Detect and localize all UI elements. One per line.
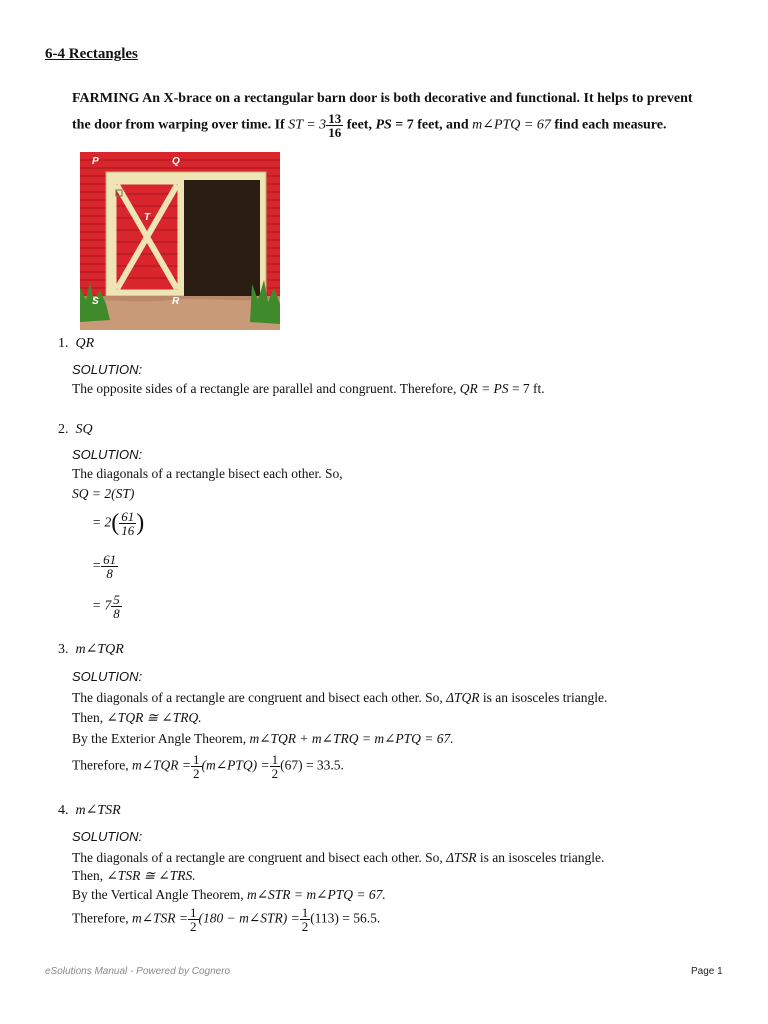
fraction-num: 61 — [121, 509, 135, 524]
label-r: R — [172, 296, 180, 307]
intro-line-2 — [72, 112, 666, 139]
therefore-math-c: (67) = 33.5. — [280, 757, 344, 773]
problem-number: 4. — [58, 803, 69, 818]
fraction-num: 5 — [113, 592, 120, 607]
st-expression: ST = 3 — [288, 117, 327, 133]
solution-tail: is an isosceles triangle. — [482, 690, 608, 705]
st-fraction-den: 16 — [328, 125, 342, 140]
problem-number: 3. — [58, 642, 69, 657]
intro-line-1: FARMING An X-brace on a rectangular barn door is both decorative and functional. It helps to prevent — [72, 91, 693, 106]
problem-target: m∠TSR — [75, 803, 121, 818]
therefore-label: Therefore, — [72, 910, 129, 926]
solution-text: The opposite sides of a rectangle are parallel and congruent. Therefore, — [72, 381, 457, 396]
step-2-pre: = 2 — [92, 514, 112, 530]
half-fraction — [300, 906, 311, 933]
then-label: Then, — [72, 868, 104, 883]
fraction-num: 1 — [190, 905, 197, 920]
problem-4-solution-text — [72, 850, 604, 866]
fraction-den: 2 — [193, 766, 200, 781]
theorem-label: By the Vertical Angle Theorem, — [72, 887, 244, 902]
page-number: Page 1 — [691, 966, 723, 977]
therefore-math-c: (113) = 56.5. — [310, 910, 381, 926]
problem-3-therefore — [72, 753, 344, 780]
step-4-pre: = 7 — [92, 597, 112, 613]
step-2: = 2( $\frac{61}{16}$ ) — [92, 509, 145, 538]
label-q: Q — [172, 156, 180, 167]
problem-1-solution-text — [72, 381, 545, 397]
doorway-opening — [184, 180, 260, 296]
triangle-name: ΔTQR — [446, 690, 480, 705]
solution-label: SOLUTION: — [72, 829, 143, 844]
therefore-math-b: (180 − m∠STR) = — [198, 910, 300, 926]
barn-door-figure — [80, 152, 280, 330]
fraction-den: 2 — [190, 919, 197, 934]
st-fraction — [326, 112, 343, 139]
step-3 — [92, 553, 118, 580]
half-fraction — [191, 753, 202, 780]
problem-4-label — [58, 802, 121, 819]
then-math: ∠TQR ≅ ∠TRQ. — [106, 710, 202, 725]
triangle-name: ΔTSR — [446, 850, 477, 865]
page-title: 6-4 Rectangles — [45, 46, 138, 62]
label-s: S — [92, 296, 99, 307]
fraction-num: 1 — [193, 752, 200, 767]
therefore-math-a: m∠TQR = — [131, 757, 192, 773]
problem-4-then — [72, 868, 196, 884]
problem-2-label — [58, 422, 93, 438]
problem-4-therefore — [72, 906, 380, 933]
half-fraction — [270, 753, 281, 780]
label-p: P — [92, 156, 99, 167]
theorem-label: By the Exterior Angle Theorem, — [72, 731, 247, 746]
then-label: Then, — [72, 710, 104, 725]
step-3-pre: = — [92, 557, 102, 573]
step-2-fraction — [119, 510, 136, 537]
problem-target: QR — [75, 336, 95, 351]
problem-number: 1. — [58, 336, 69, 351]
angle-expression: m∠PTQ = 67 — [472, 117, 551, 133]
intro-text-a: the door from warping over time. If — [72, 117, 285, 133]
intro-text-c: find each measure. — [554, 117, 667, 133]
therefore-math-a: m∠TSR = — [131, 910, 189, 926]
half-fraction — [188, 906, 199, 933]
fraction-den: 2 — [301, 919, 309, 934]
then-math: ∠TSR ≅ ∠TRS. — [106, 868, 196, 883]
problem-3-then — [72, 710, 202, 726]
fraction-num: 1 — [271, 752, 279, 767]
fraction-den: 2 — [271, 766, 279, 781]
fraction-num: 1 — [301, 905, 309, 920]
theorem-math: m∠TQR + m∠TRQ = m∠PTQ = 67. — [249, 731, 454, 746]
problem-number: 2. — [58, 422, 69, 437]
theorem-math: m∠STR = m∠PTQ = 67. — [246, 887, 386, 902]
ps-label: PS — [375, 117, 392, 133]
solution-label: SOLUTION: — [72, 362, 143, 377]
solution-label: SOLUTION: — [72, 447, 143, 462]
solution-tail: = 7 ft. — [511, 381, 545, 396]
solution-math: QR = PS — [459, 381, 509, 396]
solution-text: The diagonals of a rectangle are congruent and bisect each other. So, — [72, 690, 443, 705]
intro-text-b: feet, — [346, 117, 372, 133]
problem-target: SQ — [75, 422, 93, 437]
therefore-label: Therefore, — [72, 757, 129, 773]
problem-3-label — [58, 641, 124, 658]
st-fraction-num: 13 — [328, 111, 342, 126]
problem-3-solution-text — [72, 690, 607, 706]
ps-text: = 7 feet, and — [395, 117, 469, 133]
therefore-math-b: (m∠PTQ) = — [201, 757, 270, 773]
fraction-num: 61 — [103, 552, 117, 567]
fraction-den: 8 — [106, 566, 113, 581]
solution-text: The diagonals of a rectangle bisect each other. So, — [72, 466, 343, 481]
problem-target: m∠TQR — [75, 642, 124, 657]
step-4-fraction — [111, 593, 122, 620]
solution-label: SOLUTION: — [72, 669, 143, 684]
step-3-fraction — [101, 553, 118, 580]
problem-4-theorem — [72, 887, 386, 903]
fraction-den: 16 — [121, 523, 135, 538]
step-1: SQ = 2(ST) — [72, 486, 135, 501]
problem-3-theorem — [72, 731, 454, 747]
label-t: T — [144, 212, 151, 223]
problem-1-label — [58, 336, 94, 352]
fraction-den: 8 — [113, 606, 120, 621]
step-4 — [92, 593, 122, 620]
solution-tail: is an isosceles triangle. — [479, 850, 605, 865]
solution-text: The diagonals of a rectangle are congruent and bisect each other. So, — [72, 850, 443, 865]
footer-left: eSolutions Manual - Powered by Cognero — [45, 966, 231, 977]
